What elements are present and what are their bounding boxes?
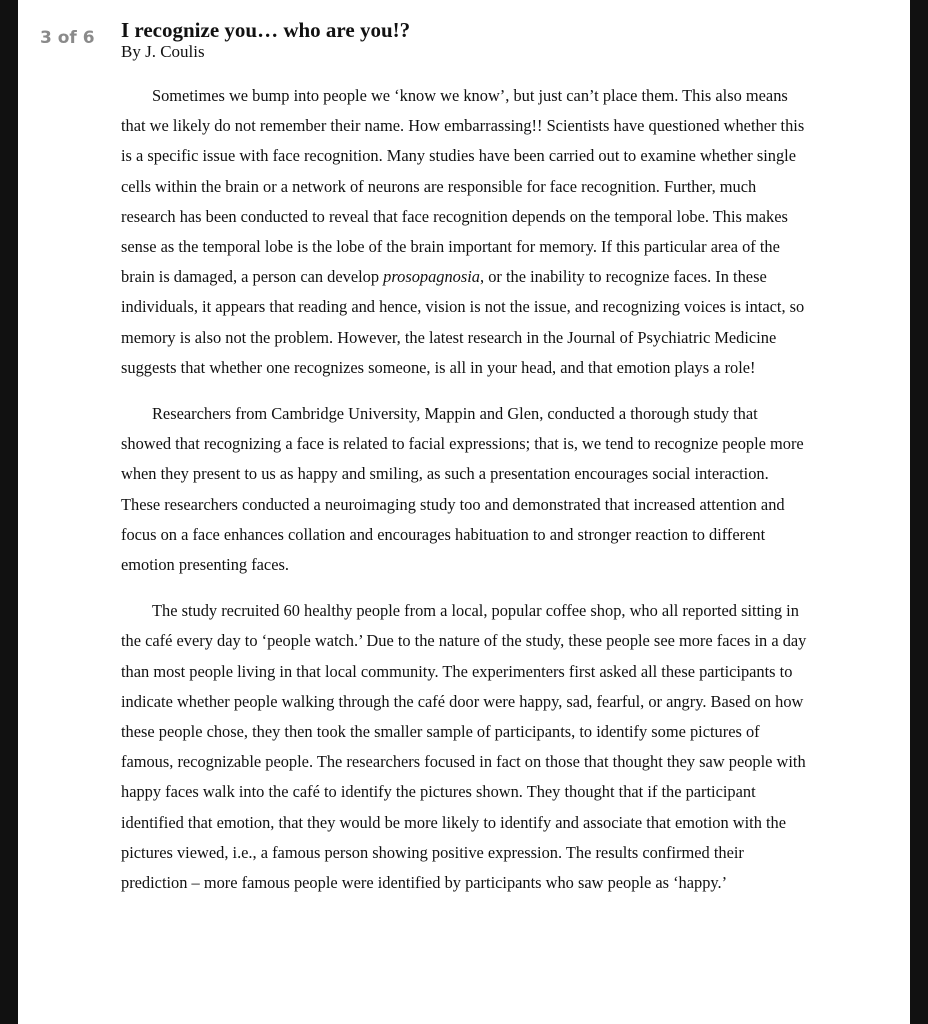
paragraph-1	[121, 81, 811, 383]
paragraph-1-text-start: Sometimes we bump into people we ‘know we know’, but just can’t place them. This also means that we likely do not remember their name. How embarrassing!! Scientists have questioned whether this is a specific issue with face recognition. Many studies have been carried out to examine whether single cells within the brain or a network of neurons are responsible for face recognition. Further, much research has been conducted to reveal that face recognition depends on the temporal lobe. This makes sense as the temporal lobe is the lobe of the brain important for memory. If this particular area of the brain is damaged, a person can develop	[121, 86, 805, 287]
paragraph-2: Researchers from Cambridge University, Mappin and Glen, conducted a thorough study that showed that recognizing a face is related to facial expressions; that is, we tend to recognize people more when they present to us as happy and smiling, as such a presentation encourages social interaction. These researchers conducted a neuroimaging study too and demonstrated that increased attention and focus on a face enhances collation and encourages habituation to and stronger reaction to different emotion presenting faces.	[121, 404, 804, 575]
article-byline: By J. Coulis	[121, 42, 205, 61]
article	[121, 18, 811, 914]
page-indicator: 3 of 6	[40, 28, 95, 48]
article-title: I recognize you… who are you!?	[121, 18, 411, 42]
paragraph-1-text-end: , or the inability to recognize faces. In these individuals, it appears that reading and hence, vision is not the issue, and recognizing voices is intact, so memory is also not the problem. However, the latest research in the Journal of Psychiatric Medicine suggests that whether one recognizes someone, is all in your head, and that emotion plays a role!	[121, 267, 805, 377]
prosopagnosia-term: prosopagnosia	[383, 267, 480, 287]
document-page	[18, 0, 910, 1024]
paragraph-3: The study recruited 60 healthy people from a local, popular coffee shop, who all reported sitting in the café every day to ‘people watch.’ Due to the nature of the study, these people see more faces in a day than most people living in that local community. The experimenters first asked all these participants to indicate whether people walking through the café door were happy, sad, fearful, or angry. Based on how these people chose, they then took the smaller sample of participants, to identify some pictures of famous, recognizable people. The researchers focused in fact on those that thought they saw people with happy faces walk into the café to identify the pictures shown. They thought that if the participant identified that emotion, that they would be more likely to identify and associate that emotion with the pictures viewed, i.e., a famous person showing positive expression. The results confirmed their prediction – more famous people were identified by participants who saw people as ‘happy.’	[121, 601, 807, 893]
